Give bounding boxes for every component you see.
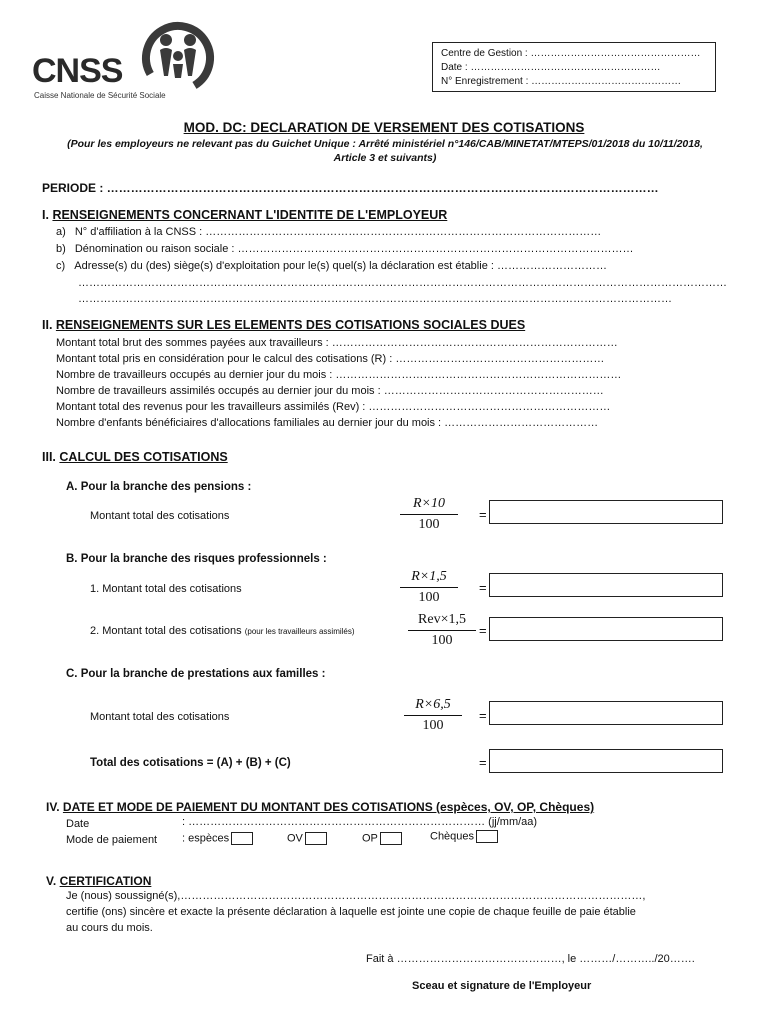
fraction-bar	[400, 587, 458, 588]
item-letter: a)	[56, 226, 66, 238]
branch-b-amount-box-1[interactable]	[489, 573, 723, 597]
branch-b-row-1-label: 1. Montant total des cotisations	[90, 583, 242, 595]
especes-checkbox[interactable]	[231, 832, 253, 845]
payment-option-cheques[interactable]	[430, 830, 498, 843]
op-checkbox[interactable]	[380, 832, 402, 845]
item-text: Dénomination ou raison sociale : ………………………………………………………………………………………………	[74, 243, 634, 255]
branch-a-label: A. Pour la branche des pensions :	[66, 481, 252, 493]
section-1-address-line-2[interactable]: ………………………………………………………………………………………………………………………………………………	[78, 293, 672, 305]
branch-c-label: C. Pour la branche de prestations aux familles :	[66, 668, 326, 680]
cnss-logo-text: CNSS	[32, 52, 123, 90]
section-4-heading	[46, 800, 594, 814]
total-amount-box[interactable]	[489, 749, 723, 773]
payment-option-op[interactable]	[362, 832, 402, 845]
section-3-title: CALCUL DES COTISATIONS	[59, 450, 228, 464]
branch-c-row-label: Montant total des cotisations	[90, 711, 230, 723]
payment-mode-label: Mode de paiement	[66, 834, 158, 846]
section-1-heading	[42, 208, 447, 222]
section-1-item-b[interactable]	[56, 243, 634, 255]
formula-numerator: R×10	[413, 496, 445, 511]
form-title: MOD. DC: DECLARATION DE VERSEMENT DES COTISATIONS	[183, 120, 585, 135]
payment-date-label: Date	[66, 818, 90, 830]
periode-line[interactable]: PERIODE : …………………………………………………………………………………………………………………………	[42, 181, 659, 195]
section-2-line[interactable]: Nombre d'enfants bénéficiaires d'allocations familiales au dernier jour du mois : ……………………………………	[56, 417, 599, 429]
section-2-line[interactable]: Montant total brut des sommes payées aux travailleurs : ……………………………………………………………………	[56, 337, 618, 349]
section-4-title: DATE ET MODE DE PAIEMENT DU MONTANT DES COTISATIONS (espèces, OV, OP, Chèques)	[62, 800, 595, 814]
branch-a-formula	[394, 496, 464, 533]
cnss-family-logo-icon	[138, 18, 218, 98]
section-1-address-line-1[interactable]: ……………………………………………………………………………………………………………………………………………………………	[78, 277, 727, 289]
fraction-bar	[408, 630, 476, 631]
section-4-number: IV.	[46, 800, 60, 814]
cnss-logo-subtitle: Caisse Nationale de Sécurité Sociale	[34, 91, 166, 100]
option-label: OP	[362, 832, 378, 845]
place-and-date-line[interactable]: Fait à ………………………………………, le ………/………../20…….	[366, 953, 695, 965]
option-label: OV	[287, 832, 303, 845]
formula-denominator: 100	[418, 517, 440, 532]
form-subtitle: (Pour les employeurs ne relevant pas du Guichet Unique : Arrêté ministériel n°146/CAB/MINETAT/MTEPS/01/2018 du 10/11/2018, Article 3 et suivants)	[67, 138, 703, 164]
equals-sign: =	[479, 755, 487, 770]
formula-denominator: 100	[422, 718, 444, 733]
branch-b-amount-box-2[interactable]	[489, 617, 723, 641]
item-text: N° d'affiliation à la CNSS : ………………………………………………………………………………………………	[74, 226, 602, 238]
formula-denominator: 100	[418, 590, 440, 605]
option-label: : espèces	[182, 832, 230, 845]
branch-b-label: B. Pour la branche des risques professionnels :	[66, 553, 327, 565]
branch-a-amount-box[interactable]	[489, 500, 723, 524]
section-3-heading	[42, 450, 228, 464]
payment-date-field[interactable]: : ……………………………………………………………………… (jj/mm/aa)	[182, 816, 538, 828]
section-5-heading	[46, 874, 151, 888]
section-2-line[interactable]: Nombre de travailleurs occupés au dernier jour du mois : ……………………………………………………………………	[56, 369, 622, 381]
section-2-number: II.	[42, 318, 53, 332]
management-date-line: Date : …………………………………………………	[441, 62, 661, 73]
section-2-line[interactable]: Nombre de travailleurs assimilés occupés au dernier jour du mois : ……………………………………………………	[56, 385, 604, 397]
section-2-heading	[42, 318, 525, 332]
management-registration-line: N° Enregistrement : ………………………………………	[441, 76, 682, 87]
fraction-bar	[404, 715, 462, 716]
payment-option-ov[interactable]	[287, 832, 327, 845]
equals-sign: =	[479, 507, 487, 522]
cheques-checkbox[interactable]	[476, 830, 498, 843]
certification-line-1[interactable]: Je (nous) soussigné(s),………………………………………………………………………………………………………………,	[66, 890, 646, 902]
section-5-title: CERTIFICATION	[59, 874, 152, 888]
management-center-line: Centre de Gestion : ……………………………………………	[441, 48, 701, 59]
ov-checkbox[interactable]	[305, 832, 327, 845]
signature-label: Sceau et signature de l'Employeur	[412, 980, 592, 992]
branch-c-formula	[398, 697, 468, 734]
formula-denominator: 100	[431, 633, 453, 648]
branch-b-formula-1	[394, 569, 464, 606]
section-2-line[interactable]: Montant total pris en considération pour le calcul des cotisations (R) : …………………………………………………	[56, 353, 605, 365]
section-1-item-a[interactable]	[56, 226, 601, 238]
section-1-number: I.	[42, 208, 49, 222]
option-label: Chèques	[430, 830, 475, 843]
equals-sign: =	[479, 580, 487, 595]
row-text: 2. Montant total des cotisations	[90, 625, 242, 637]
row-note: (pour les travailleurs assimilés)	[244, 627, 355, 636]
management-info-box	[432, 42, 716, 92]
item-text: Adresse(s) du (des) siège(s) d'exploitation pour le(s) quel(s) la déclaration est établie : …………………………	[74, 260, 607, 272]
total-label: Total des cotisations = (A) + (B) + (C)	[90, 757, 291, 769]
section-1-item-c[interactable]	[56, 260, 607, 272]
section-3-number: III.	[42, 450, 56, 464]
section-2-line[interactable]: Montant total des revenus pour les travailleurs assimilés (Rev) : …………………………………………………………	[56, 401, 611, 413]
payment-option-especes[interactable]	[182, 832, 253, 845]
certification-line-2: certifie (ons) sincère et exacte la présente déclaration à laquelle est jointe une copie de chaque feuille de paie établie	[66, 906, 636, 918]
section-5-number: V.	[46, 874, 57, 888]
equals-sign: =	[479, 708, 487, 723]
formula-numerator: R×6,5	[415, 697, 451, 712]
branch-a-row-label: Montant total des cotisations	[90, 510, 230, 522]
item-letter: c)	[56, 260, 66, 272]
equals-sign: =	[479, 623, 487, 638]
certification-line-3: au cours du mois.	[66, 922, 153, 934]
branch-b-formula-2	[402, 612, 482, 649]
section-1-title: RENSEIGNEMENTS CONCERNANT L'IDENTITE DE L'EMPLOYEUR	[52, 208, 448, 222]
item-letter: b)	[56, 243, 66, 255]
formula-numerator: Rev×1,5	[418, 612, 466, 627]
section-2-title: RENSEIGNEMENTS SUR LES ELEMENTS DES COTISATIONS SOCIALES DUES	[55, 318, 526, 332]
formula-numerator: R×1,5	[411, 569, 447, 584]
branch-b-row-2-label	[90, 625, 355, 637]
fraction-bar	[400, 514, 458, 515]
branch-c-amount-box[interactable]	[489, 701, 723, 725]
